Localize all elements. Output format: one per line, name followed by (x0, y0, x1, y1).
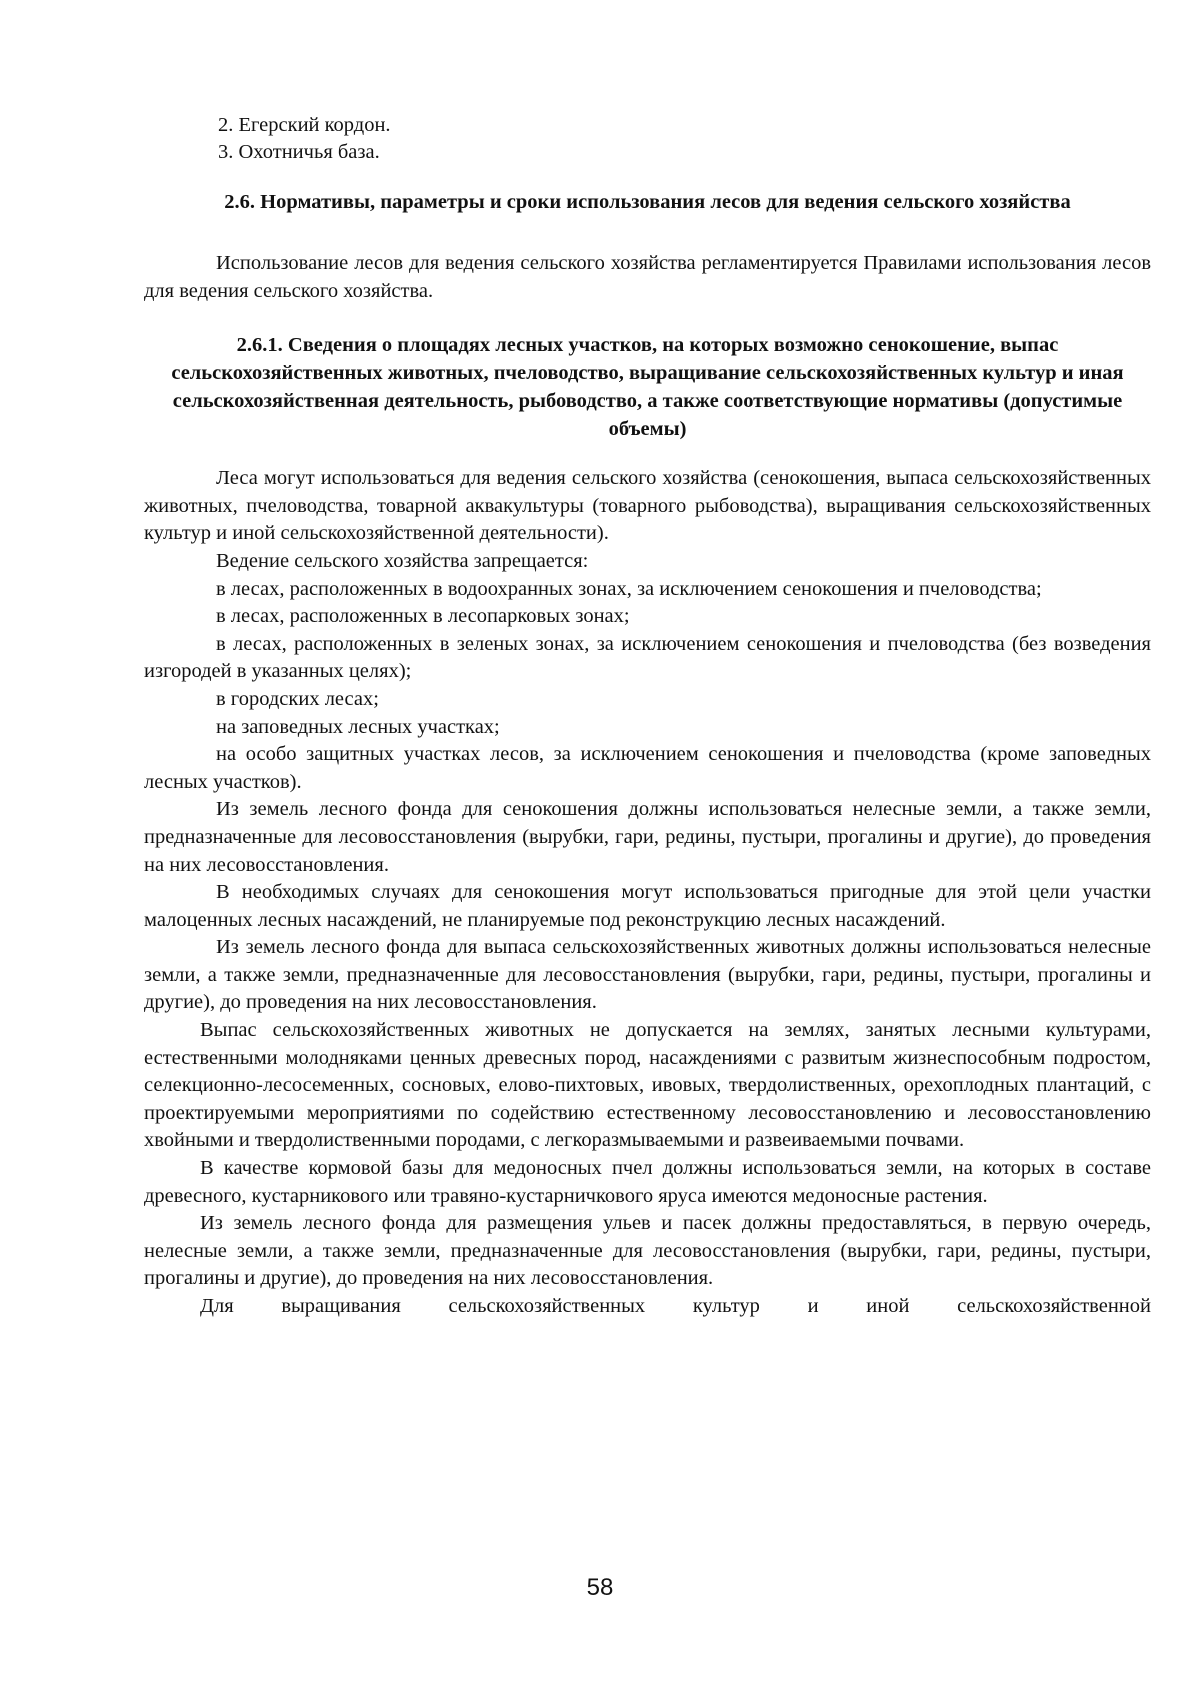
body-text (144, 465, 1151, 1320)
document-page (144, 112, 1151, 1321)
paragraph: Для выращивания сельскохозяйственных культур и иной сельскохозяйственной (200, 1295, 1151, 1317)
intro-paragraph: Использование лесов для ведения сельского хозяйства регламентируется Правилами использования лесов для ведения сельского хозяйства. (144, 252, 1151, 302)
paragraph: в лесах, расположенных в лесопарковых зонах; (216, 605, 630, 628)
paragraph: Из земель лесного фонда для выпаса сельскохозяйственных животных должны использоваться нелесные земли, а также земли, предназначенные для лесовосстановления (вырубки, гари, редины, пустыри, прогалины и другие), до проведения на них лесовосстановления. (144, 936, 1151, 1014)
section-heading-2-6: 2.6. Нормативы, параметры и сроки использования лесов для ведения сельского хозяйства (224, 191, 1071, 213)
page-number: 58 (586, 1574, 614, 1601)
paragraph: Выпас сельскохозяйственных животных не допускается на землях, занятых лесными культурами, естественными молодняками ценных древесных пород, насаждениями с развитым жизнеспособным подростом, селекционно-лесосеменных, сосновых, елово-пихтовых, ивовых, твердолиственных, орехоплодных плантаций, с проектируемыми мероприятиями по содействию естественному лесовосстановлению и лесовосстановлению хвойными и твердолиственными породами, с легкоразмываемыми и развеиваемыми почвами. (144, 1019, 1151, 1152)
list (144, 112, 1151, 166)
paragraph: на особо защитных участках лесов, за исключением сенокошения и пчеловодства (кроме заповедных лесных участков). (144, 743, 1151, 793)
section-heading-2-6-1: 2.6.1. Сведения о площадях лесных участков, на которых возможно сенокошение, выпас сельскохозяйственных животных, пчеловодство, выращивание сельскохозяйственных культур и иная сельскохозяйственная деятельность, рыбоводство, а также соответствующие нормативы (допустимые объемы) (171, 334, 1124, 441)
paragraph: в лесах, расположенных в зеленых зонах, за исключением сенокошения и пчеловодства (без возведения изгородей в указанных целях); (144, 632, 1151, 683)
paragraph: Из земель лесного фонда для сенокошения должны использоваться нелесные земли, а также земли, предназначенные для лесовосстановления (вырубки, гари, редины, пустыри, прогалины и другие), до проведения на них лесовосстановления. (144, 798, 1151, 876)
paragraph: на заповедных лесных участках; (216, 715, 500, 738)
paragraph: Леса могут использоваться для ведения сельского хозяйства (сенокошения, выпаса сельскохозяйственных животных, пчеловодства, товарной аквакультуры (товарного рыбоводства), выращивания сельскохозяйственных культур и иной сельскохозяйственной деятельности). (144, 467, 1151, 545)
list-item: 3. Охотничья база. (218, 141, 380, 163)
paragraph: В качестве кормовой базы для медоносных пчел должны использоваться земли, на которых в составе древесного, кустарникового или травяно-кустарничкового яруса имеются медоносные растения. (144, 1157, 1151, 1207)
paragraph: В необходимых случаях для сенокошения могут использоваться пригодные для этой цели участки малоценных лесных насаждений, не планируемые под реконструкцию лесных насаждений. (144, 881, 1151, 931)
paragraph: Из земель лесного фонда для размещения ульев и пасек должны предоставляться, в первую очередь, нелесные земли, а также земли, предназначенные для лесовосстановления (вырубки, гари, редины, пустыри, прогалины и другие), до проведения на них лесовосстановления. (144, 1212, 1151, 1290)
paragraph: в лесах, расположенных в водоохранных зонах, за исключением сенокошения и пчеловодства; (216, 577, 1042, 600)
list-item: 2. Егерский кордон. (218, 114, 391, 136)
paragraph: Ведение сельского хозяйства запрещается: (216, 549, 589, 572)
paragraph: в городских лесах; (216, 687, 379, 710)
